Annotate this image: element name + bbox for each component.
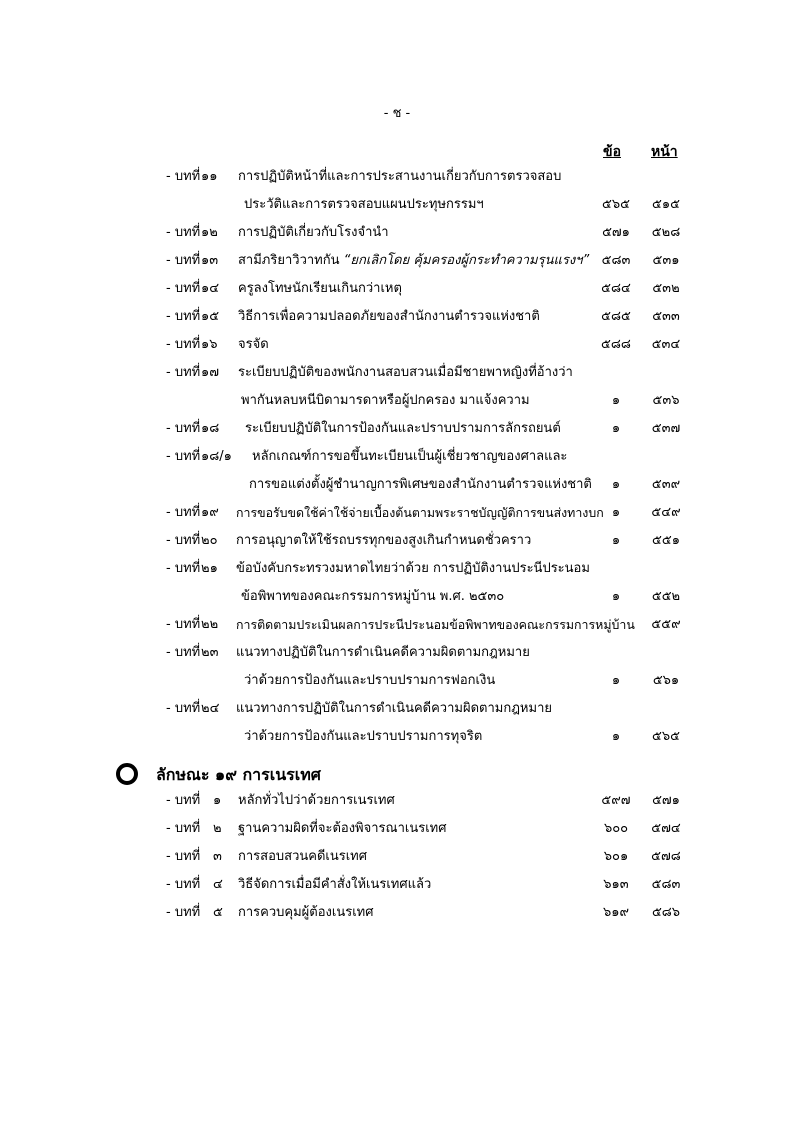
page-number-ref: ๕๕๙ bbox=[651, 617, 681, 632]
chapter-number: ๒๒ bbox=[201, 617, 219, 632]
chapter-prefix: - บทที่ bbox=[166, 337, 201, 352]
article-number: ๕๘๔ bbox=[601, 281, 631, 296]
chapter-prefix: - บทที่ bbox=[166, 905, 201, 920]
circle-bullet-icon bbox=[116, 763, 138, 785]
article-number: ๕๗๑ bbox=[602, 225, 630, 240]
chapter-title: ครูลงโทษนักเรียนเกินกว่าเหตุ bbox=[238, 281, 402, 296]
chapter-prefix: - บทที่ bbox=[166, 849, 201, 864]
chapter-title bbox=[238, 250, 589, 272]
page-number-ref: ๕๗๑ bbox=[652, 793, 680, 808]
chapter-title: วิธีการเพื่อความปลอดภัยของสำนักงานตำรวจแห่งชาติ bbox=[238, 309, 540, 324]
chapter-title-note: “ยกเลิกโดย คุ้มครองผู้กระทำความรุนแรงฯ” bbox=[343, 253, 590, 268]
page-number-ref: ๕๗๔ bbox=[651, 821, 681, 836]
chapter-number: ๒ bbox=[213, 821, 222, 836]
chapter-number: ๑๗ bbox=[201, 365, 220, 380]
article-number: ๖๑๓ bbox=[603, 877, 629, 892]
chapter-number: ๑๑ bbox=[201, 169, 218, 184]
chapter-number: ๓ bbox=[213, 849, 222, 864]
toc-entry bbox=[0, 558, 794, 580]
article-number: ๕๘๘ bbox=[601, 337, 631, 352]
chapter-prefix: - บทที่ bbox=[166, 449, 201, 464]
chapter-title: การขอรับขดใช้ค่าใช้จ่ายเบื้องต้นตามพระราชบัญญัติการขนส่งทางบก bbox=[236, 505, 604, 520]
article-number: ๑ bbox=[611, 393, 621, 408]
column-header-article: ข้อ bbox=[603, 144, 621, 160]
page-number-ref: ๕๑๕ bbox=[652, 197, 680, 212]
page-number-ref: ๕๓๒ bbox=[652, 281, 680, 296]
page-number-ref: ๕๓๔ bbox=[651, 337, 681, 352]
article-number: ๑ bbox=[611, 673, 621, 688]
toc-entry bbox=[0, 902, 794, 924]
article-number: ๕๖๕ bbox=[602, 197, 630, 212]
section-title: ลักษณะ ๑๙ การเนรเทศ bbox=[156, 765, 321, 784]
toc-entry bbox=[0, 530, 794, 552]
toc-entry-continuation bbox=[0, 586, 794, 608]
article-number: ๖๐๑ bbox=[603, 849, 629, 864]
chapter-title-cont: ข้อพิพาทของคณะกรรมการหมู่บ้าน พ.ศ. ๒๕๓๐ bbox=[241, 589, 505, 604]
toc-entry-continuation bbox=[0, 670, 794, 692]
chapter-prefix: - บทที่ bbox=[166, 877, 201, 892]
chapter-prefix: - บทที่ bbox=[166, 281, 201, 296]
chapter-title-cont: พากันหลบหนีบิดามารดาหรือผู้ปกครอง มาแจ้งความ bbox=[241, 393, 530, 408]
toc-entry bbox=[0, 790, 794, 812]
chapter-number: ๑๘/๑ bbox=[201, 449, 232, 464]
chapter-number: ๑๒ bbox=[201, 225, 218, 240]
chapter-title-cont: การขอแต่งตั้งผู้ชำนาญการพิเศษของสำนักงานตำรวจแห่งชาติ bbox=[249, 477, 592, 492]
toc-entry bbox=[0, 334, 794, 356]
page-number-ref: ๕๓๑ bbox=[652, 253, 680, 268]
page-number-ref: ๕๔๙ bbox=[651, 505, 681, 520]
chapter-prefix: - บทที่ bbox=[166, 645, 201, 660]
chapter-title-cont: ว่าด้วยการป้องกันและปราบปรามการฟอกเงิน bbox=[244, 673, 496, 688]
toc-entry-continuation bbox=[0, 726, 794, 748]
article-number: ๕๘๓ bbox=[601, 253, 631, 268]
page-number-ref: ๕๓๓ bbox=[652, 309, 680, 324]
page-number-ref: ๕๓๙ bbox=[651, 477, 681, 492]
toc-entry bbox=[0, 642, 794, 664]
chapter-title: จรจัด bbox=[238, 337, 269, 352]
page-number-ref: ๕๗๘ bbox=[651, 849, 681, 864]
page-number-ref: ๕๓๖ bbox=[652, 393, 680, 408]
chapter-number: ๑ bbox=[213, 793, 222, 808]
article-number: ๕๘๕ bbox=[601, 309, 631, 324]
page-number: - ช - bbox=[383, 106, 411, 121]
chapter-prefix: - บทที่ bbox=[166, 225, 201, 240]
toc-entry bbox=[0, 698, 794, 720]
chapter-number: ๒๓ bbox=[201, 645, 219, 660]
article-number: ๖๐๐ bbox=[603, 821, 629, 836]
chapter-prefix: - บทที่ bbox=[166, 561, 201, 576]
toc-entry bbox=[0, 362, 794, 384]
chapter-number: ๒๑ bbox=[201, 561, 218, 576]
toc-entry bbox=[0, 222, 794, 244]
toc-entry-continuation bbox=[0, 474, 794, 496]
chapter-title: การสอบสวนคดีเนรเทศ bbox=[238, 849, 367, 864]
toc-entry-continuation bbox=[0, 390, 794, 412]
page-number-ref: ๕๖๑ bbox=[652, 673, 680, 688]
chapter-title: ระเบียบปฏิบัติในการป้องกันและปราบปรามการลักรถยนต์ bbox=[245, 421, 561, 436]
chapter-title-cont: ประวัติและการตรวจสอบแผนประทุษกรรมฯ bbox=[244, 197, 484, 212]
chapter-title: แนวทางการปฏิบัติในการดำเนินคดีความผิดตามกฎหมาย bbox=[236, 701, 552, 716]
article-number: ๑ bbox=[611, 729, 621, 744]
page-number-ref: ๕๓๗ bbox=[651, 421, 681, 436]
chapter-prefix: - บทที่ bbox=[166, 533, 201, 548]
column-header-page: หน้า bbox=[651, 144, 678, 160]
chapter-number: ๑๘ bbox=[201, 421, 220, 436]
chapter-number: ๕ bbox=[213, 905, 223, 920]
section-heading bbox=[116, 762, 321, 788]
page-number-ref: ๕๘๖ bbox=[651, 905, 681, 920]
toc-entry bbox=[0, 502, 794, 524]
chapter-title: แนวทางปฏิบัติในการดำเนินคดีความผิดตามกฎหมาย bbox=[236, 645, 530, 660]
chapter-title: การปฏิบัติหน้าที่และการประสานงานเกี่ยวกับการตรวจสอบ bbox=[238, 169, 562, 184]
article-number: ๖๑๙ bbox=[602, 905, 630, 920]
chapter-prefix: - บทที่ bbox=[166, 421, 201, 436]
chapter-title-text: สามีภริยาวิวาทกัน bbox=[238, 253, 344, 268]
chapter-number: ๒๐ bbox=[201, 533, 218, 548]
chapter-title: การปฏิบัติเกี่ยวกับโรงจำนำ bbox=[238, 225, 389, 240]
page-number-ref: ๕๕๒ bbox=[651, 589, 681, 604]
toc-entry bbox=[0, 306, 794, 328]
chapter-prefix: - บทที่ bbox=[166, 253, 201, 268]
page-number-ref: ๕๖๕ bbox=[652, 729, 680, 744]
chapter-title: ข้อบังคับกระทรวงมหาดไทยว่าด้วย การปฏิบัติงานประนีประนอม bbox=[236, 561, 590, 576]
chapter-number: ๑๖ bbox=[201, 337, 218, 352]
chapter-prefix: - บทที่ bbox=[166, 821, 201, 836]
article-number: ๑ bbox=[611, 533, 621, 548]
chapter-prefix: - บทที่ bbox=[166, 793, 201, 808]
chapter-title: หลักเกณฑ์การขอขึ้นทะเบียนเป็นผู้เชี่ยวชาญของศาลและ bbox=[252, 449, 568, 464]
toc-entry-continuation bbox=[0, 194, 794, 216]
chapter-number: ๑๙ bbox=[201, 505, 219, 520]
chapter-title: ระเบียบปฏิบัติของพนักงานสอบสวนเมื่อมีชายพาหญิงที่อ้างว่า bbox=[238, 365, 573, 380]
chapter-number: ๑๔ bbox=[201, 281, 220, 296]
chapter-title-cont: ว่าด้วยการป้องกันและปราบปรามการทุจริต bbox=[244, 729, 483, 744]
page-number-ref: ๕๕๑ bbox=[652, 533, 680, 548]
chapter-prefix: - บทที่ bbox=[166, 309, 201, 324]
toc-entry bbox=[0, 874, 794, 896]
chapter-prefix: - บทที่ bbox=[166, 617, 201, 632]
chapter-title: หลักทั่วไปว่าด้วยการเนรเทศ bbox=[238, 793, 395, 808]
chapter-title: ฐานความผิดที่จะต้องพิจารณาเนรเทศ bbox=[238, 821, 447, 836]
chapter-number: ๑๕ bbox=[201, 309, 220, 324]
toc-entry bbox=[0, 166, 794, 188]
chapter-number: ๑๓ bbox=[201, 253, 219, 268]
toc-entry bbox=[0, 614, 794, 636]
chapter-title: การควบคุมผู้ต้องเนรเทศ bbox=[238, 905, 374, 920]
article-number: ๑ bbox=[611, 589, 621, 604]
toc-entry bbox=[0, 250, 794, 272]
article-number: ๑ bbox=[611, 477, 621, 492]
toc-entry bbox=[0, 818, 794, 840]
chapter-title: วิธีจัดการเมื่อมีคำสั่งให้เนรเทศแล้ว bbox=[238, 877, 432, 892]
chapter-prefix: - บทที่ bbox=[166, 505, 201, 520]
chapter-prefix: - บทที่ bbox=[166, 701, 201, 716]
chapter-prefix: - บทที่ bbox=[166, 169, 201, 184]
article-number: ๕๙๗ bbox=[601, 793, 631, 808]
toc-entry bbox=[0, 846, 794, 868]
article-number: ๑ bbox=[611, 505, 621, 520]
chapter-number: ๔ bbox=[213, 877, 223, 892]
page-number-ref: ๕๘๓ bbox=[651, 877, 681, 892]
chapter-prefix: - บทที่ bbox=[166, 365, 201, 380]
toc-entry bbox=[0, 418, 794, 440]
toc-entry bbox=[0, 446, 794, 468]
toc-entry bbox=[0, 278, 794, 300]
chapter-title: การติดตามประเมินผลการประนีประนอมข้อพิพาทของคณะกรรมการหมู่บ้าน bbox=[236, 617, 635, 632]
chapter-number: ๒๔ bbox=[201, 701, 220, 716]
page-number-ref: ๕๒๘ bbox=[651, 225, 681, 240]
chapter-title: การอนุญาตให้ใช้รถบรรทุกของสูงเกินกำหนดชั่วคราว bbox=[236, 533, 532, 548]
article-number: ๑ bbox=[611, 421, 621, 436]
